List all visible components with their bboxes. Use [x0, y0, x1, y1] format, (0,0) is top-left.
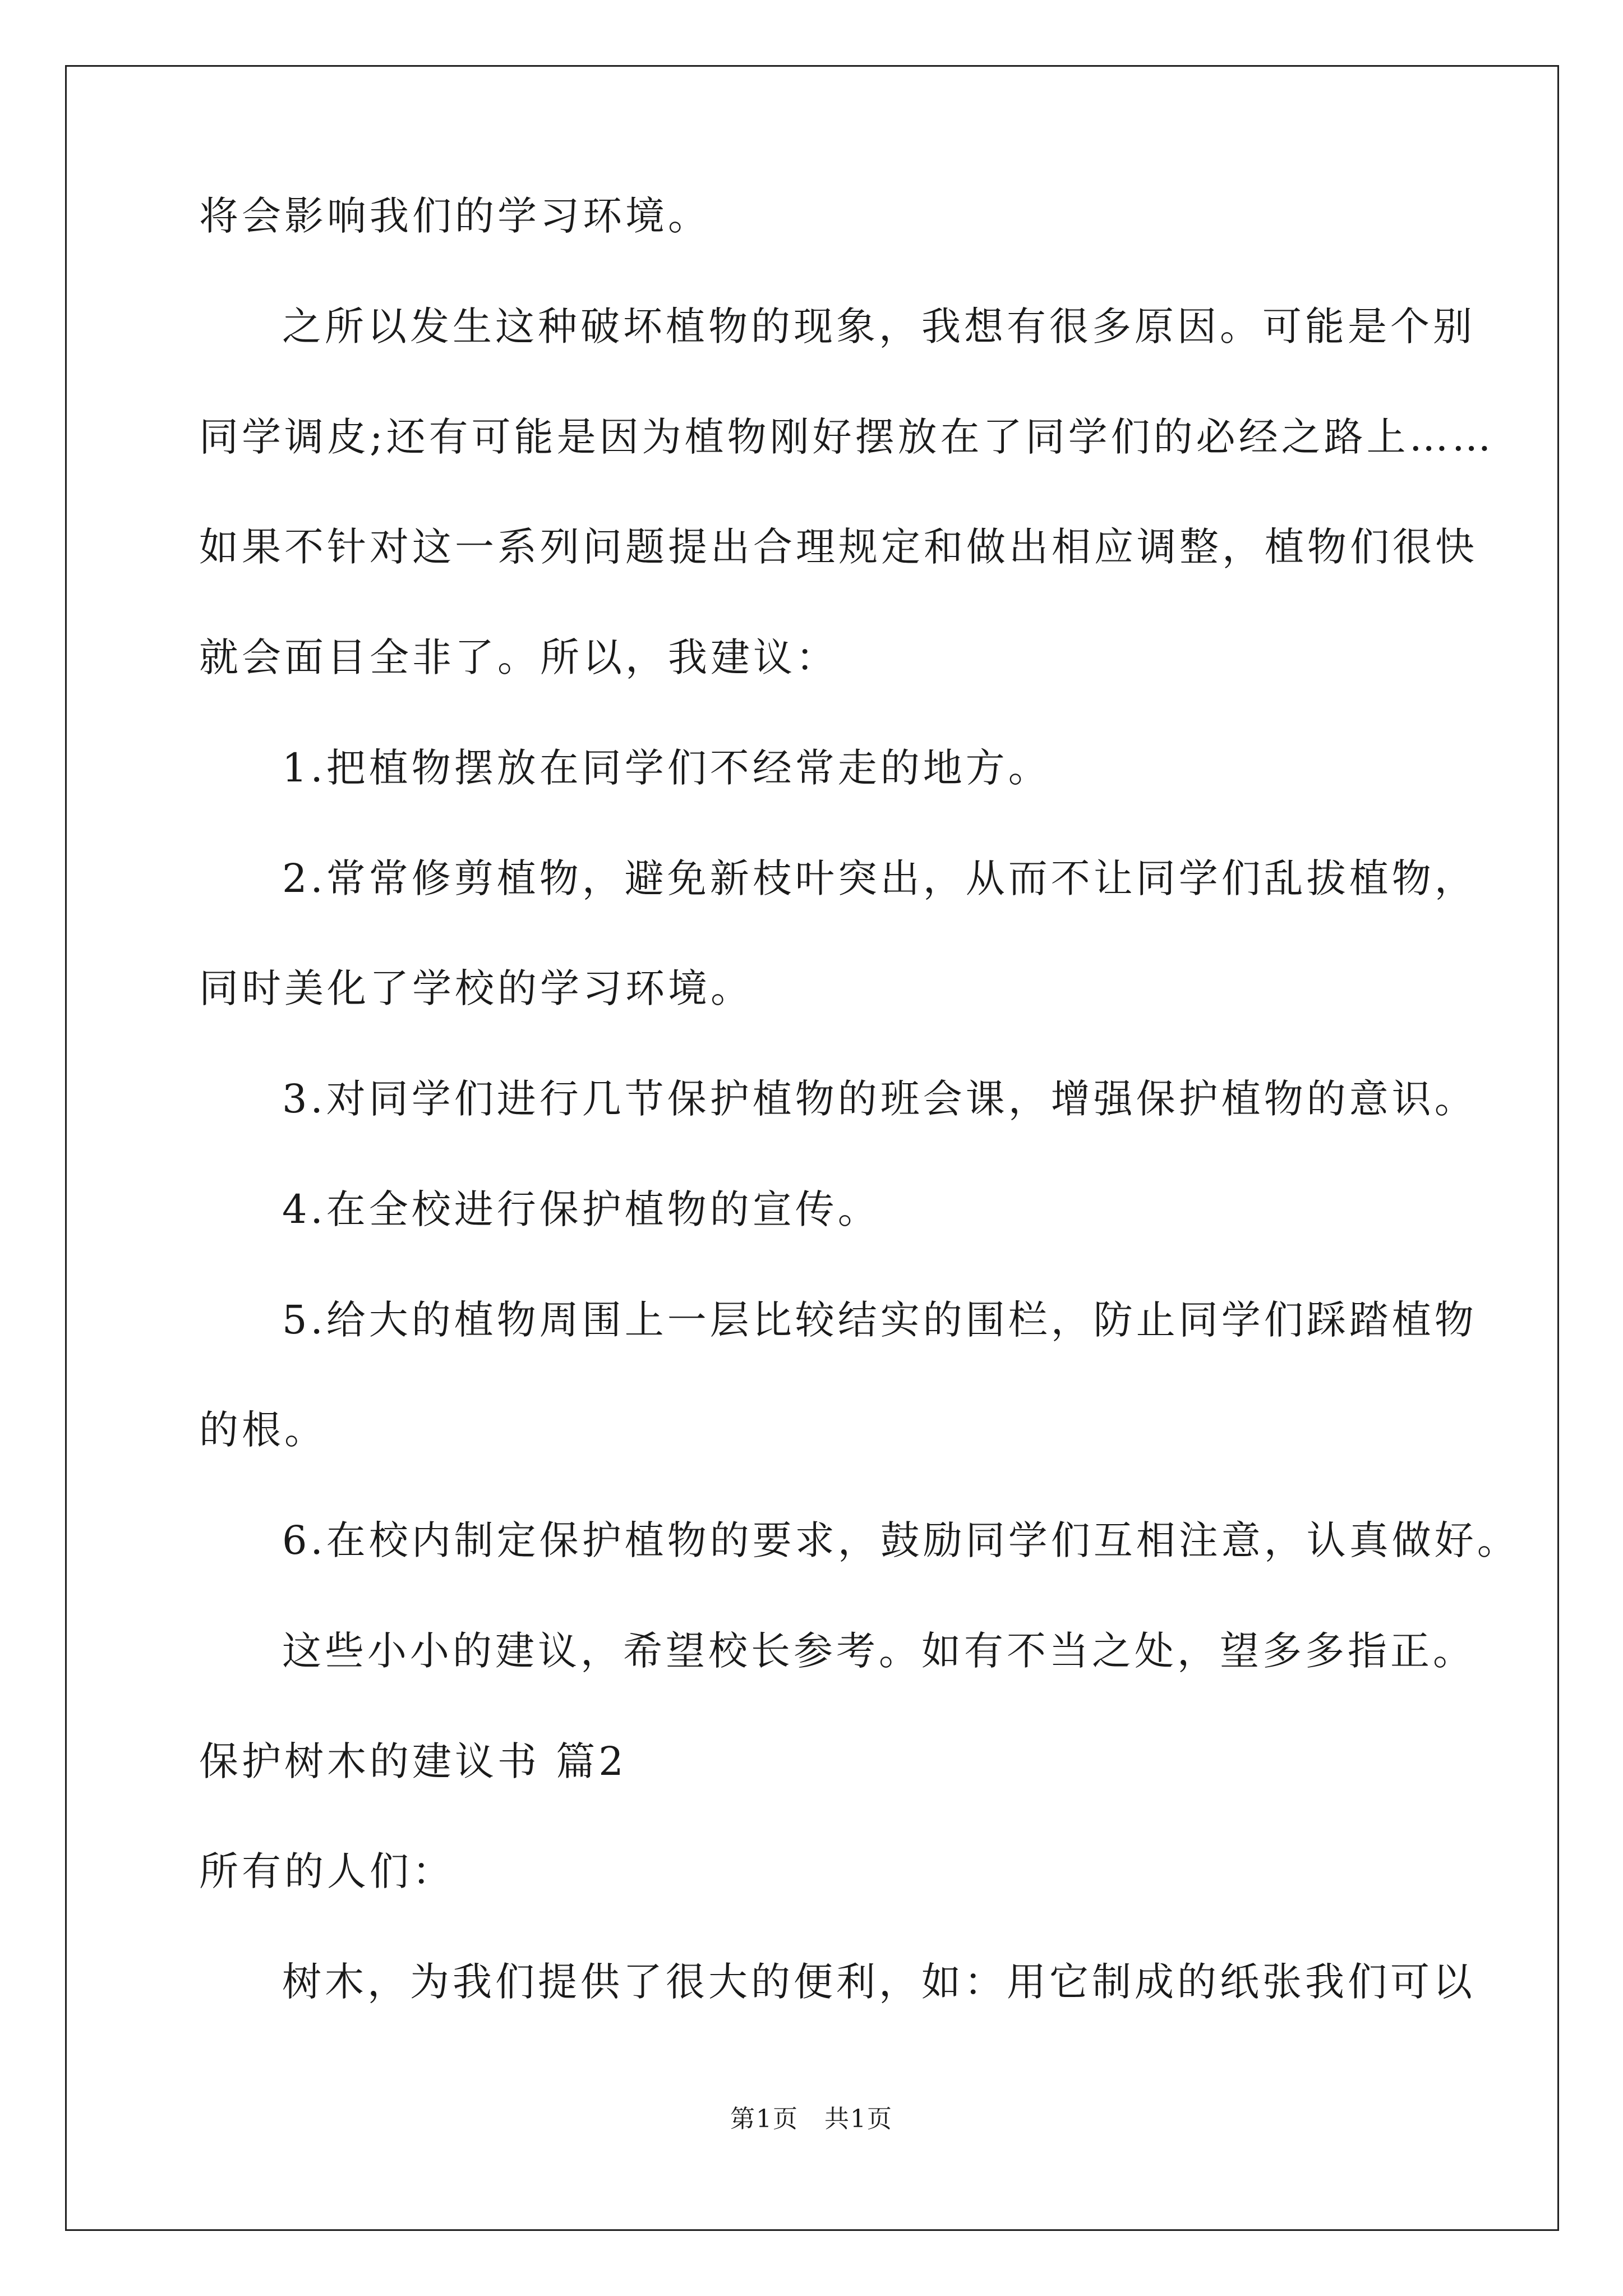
page-border [65, 65, 1559, 2231]
paragraph-line: 就会面目全非了。所以，我建议： [199, 634, 838, 680]
page-footer: 第1页 共1页 [730, 2105, 893, 2133]
list-item: 1.把植物摆放在同学们不经常走的地方。 [282, 745, 1051, 791]
paragraph-line: 如果不针对这一系列问题提出合理规定和做出相应调整，植物们很快 [199, 524, 1478, 570]
list-item: 3.对同学们进行几节保护植物的班会课，增强保护植物的意识。 [282, 1076, 1477, 1122]
list-item: 5.给大的植物周围上一层比较结实的围栏，防止同学们踩踏植物 [282, 1297, 1477, 1343]
paragraph-line: 的根。 [199, 1407, 327, 1453]
section-heading: 保护树木的建议书 篇2 [199, 1738, 627, 1784]
paragraph-line: 同时美化了学校的学习环境。 [199, 965, 753, 1011]
list-item: 6.在校内制定保护植物的要求，鼓励同学们互相注意，认真做好。 [282, 1517, 1520, 1563]
salutation: 所有的人们： [199, 1848, 455, 1894]
paragraph-line: 之所以发生这种破坏植物的现象，我想有很多原因。可能是个别 [282, 303, 1476, 349]
list-item: 2.常常修剪植物，避免新枝叶突出，从而不让同学们乱拔植物， [282, 855, 1477, 901]
paragraph-line: 将会影响我们的学习环境。 [199, 193, 711, 239]
paragraph-line: 树木，为我们提供了很大的便利，如：用它制成的纸张我们可以 [282, 1959, 1476, 2005]
paragraph-line: 同学调皮;还有可能是因为植物刚好摆放在了同学们的必经之路上…… [199, 414, 1495, 460]
list-item: 4.在全校进行保护植物的宣传。 [282, 1186, 880, 1232]
paragraph-line: 这些小小的建议，希望校长参考。如有不当之处，望多多指正。 [282, 1628, 1476, 1674]
